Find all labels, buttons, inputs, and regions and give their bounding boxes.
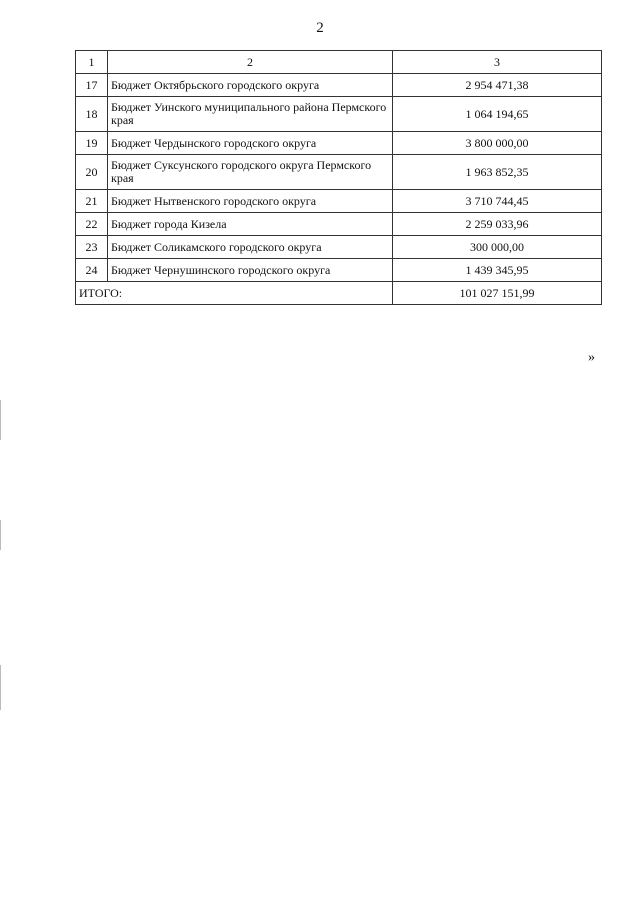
- closing-quote: »: [588, 350, 595, 365]
- budget-table: [75, 50, 602, 305]
- amount-cell: 1 064 194,65: [393, 97, 602, 132]
- table-row: [76, 190, 602, 213]
- row-number-cell: 21: [76, 190, 108, 213]
- column-header-number: 1: [76, 51, 108, 74]
- amount-cell: 300 000,00: [393, 236, 602, 259]
- row-number-cell: 19: [76, 132, 108, 155]
- budget-name-cell: Бюджет Чернушинского городского округа: [108, 259, 393, 282]
- table-row: [76, 74, 602, 97]
- amount-cell: 3 800 000,00: [393, 132, 602, 155]
- total-label: ИТОГО:: [76, 282, 393, 305]
- table-row: [76, 155, 602, 190]
- column-header-name: 2: [108, 51, 393, 74]
- table-row: [76, 236, 602, 259]
- table-header-row: [76, 51, 602, 74]
- budget-name-cell: Бюджет города Кизела: [108, 213, 393, 236]
- scan-edge-mark: [0, 400, 1, 440]
- total-row: [76, 282, 602, 305]
- page-number: 2: [316, 20, 324, 36]
- budget-name-cell: Бюджет Соликамского городского округа: [108, 236, 393, 259]
- table-row: [76, 213, 602, 236]
- row-number-cell: 20: [76, 155, 108, 190]
- total-amount: 101 027 151,99: [393, 282, 602, 305]
- amount-cell: 3 710 744,45: [393, 190, 602, 213]
- table-row: [76, 132, 602, 155]
- row-number-cell: 17: [76, 74, 108, 97]
- budget-name-cell: Бюджет Октябрьского городского округа: [108, 74, 393, 97]
- row-number-cell: 22: [76, 213, 108, 236]
- row-number-cell: 24: [76, 259, 108, 282]
- amount-cell: 2 954 471,38: [393, 74, 602, 97]
- table-row: [76, 259, 602, 282]
- row-number-cell: 18: [76, 97, 108, 132]
- budget-name-cell: Бюджет Уинского муниципального района Пермского края: [108, 97, 393, 132]
- scan-edge-mark: [0, 520, 1, 550]
- amount-cell: 2 259 033,96: [393, 213, 602, 236]
- table-row: [76, 97, 602, 132]
- budget-name-cell: Бюджет Нытвенского городского округа: [108, 190, 393, 213]
- budget-name-cell: Бюджет Суксунского городского округа Пермского края: [108, 155, 393, 190]
- scan-edge-mark: [0, 665, 1, 710]
- amount-cell: 1 963 852,35: [393, 155, 602, 190]
- column-header-sum: 3: [393, 51, 602, 74]
- budget-name-cell: Бюджет Чердынского городского округа: [108, 132, 393, 155]
- amount-cell: 1 439 345,95: [393, 259, 602, 282]
- row-number-cell: 23: [76, 236, 108, 259]
